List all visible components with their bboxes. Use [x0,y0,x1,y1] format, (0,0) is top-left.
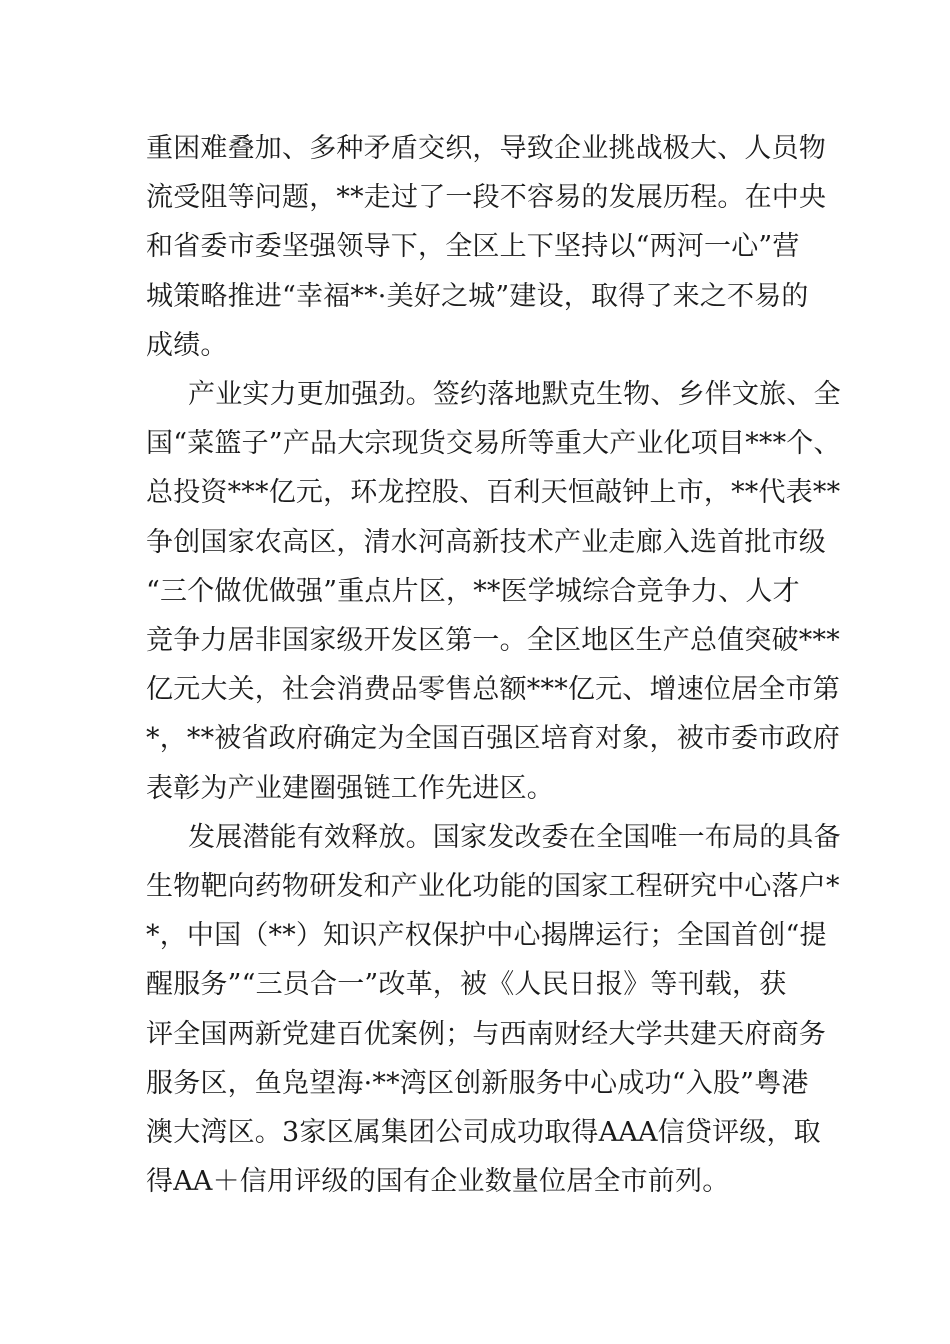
text-line: 和省委市委坚强领导下，全区上下坚持以“两河一心”营 [146,231,800,263]
text-line: 评全国两新党建百优案例；与西南财经大学共建天府商务 [146,1018,826,1050]
text-line: 表彰为产业建圈强链工作先进区。 [146,772,554,804]
paragraph-potential [146,813,841,1207]
text-line: 产业实力更加强劲。签约落地默克生物、乡伴文旅、全 [188,379,841,411]
document-page [146,124,841,1206]
text-line: 服务区，鱼凫望海·**湾区创新服务中心成功“入股”粤港 [146,1067,809,1099]
paragraph-intro [146,124,827,370]
text-line: 成绩。 [146,329,228,361]
text-line: 流受阻等问题，**走过了一段不容易的发展历程。在中央 [146,182,827,214]
text-line: 城策略推进“幸福**·美好之城”建设，取得了来之不易的 [146,280,809,312]
text-line: 亿元大关，社会消费品零售总额***亿元、增速位居全市第 [146,674,840,706]
text-line: 澳大湾区。3家区属集团公司成功取得AAA信贷评级，取 [146,1117,821,1149]
paragraph-industry [146,370,841,813]
text-line: 竞争力居非国家级开发区第一。全区地区生产总值突破*** [146,625,840,657]
text-line: 生物靶向药物研发和产业化功能的国家工程研究中心落户* [146,871,840,903]
text-line: 得AA＋信用评级的国有企业数量位居全市前列。 [146,1166,730,1198]
text-line: 醒服务”“三员合一”改革，被《人民日报》等刊载，获 [146,969,787,1001]
text-line: *，**被省政府确定为全国百强区培育对象，被市委市政府 [146,723,840,755]
text-line: “三个做优做强”重点片区，**医学城综合竞争力、人才 [146,575,800,607]
text-line: 争创国家农高区，清水河高新技术产业走廊入选首批市级 [146,526,826,558]
text-line: *，中国（**）知识产权保护中心揭牌运行；全国首创“提 [146,920,827,952]
text-line: 发展潜能有效释放。国家发改委在全国唯一布局的具备 [188,821,841,853]
text-line: 总投资***亿元，环龙控股、百利天恒敲钟上市，**代表** [146,477,841,509]
text-line: 国“菜篮子”产品大宗现货交易所等重大产业化项目***个、 [146,428,841,460]
text-line: 重困难叠加、多种矛盾交织，导致企业挑战极大、人员物 [146,133,826,164]
